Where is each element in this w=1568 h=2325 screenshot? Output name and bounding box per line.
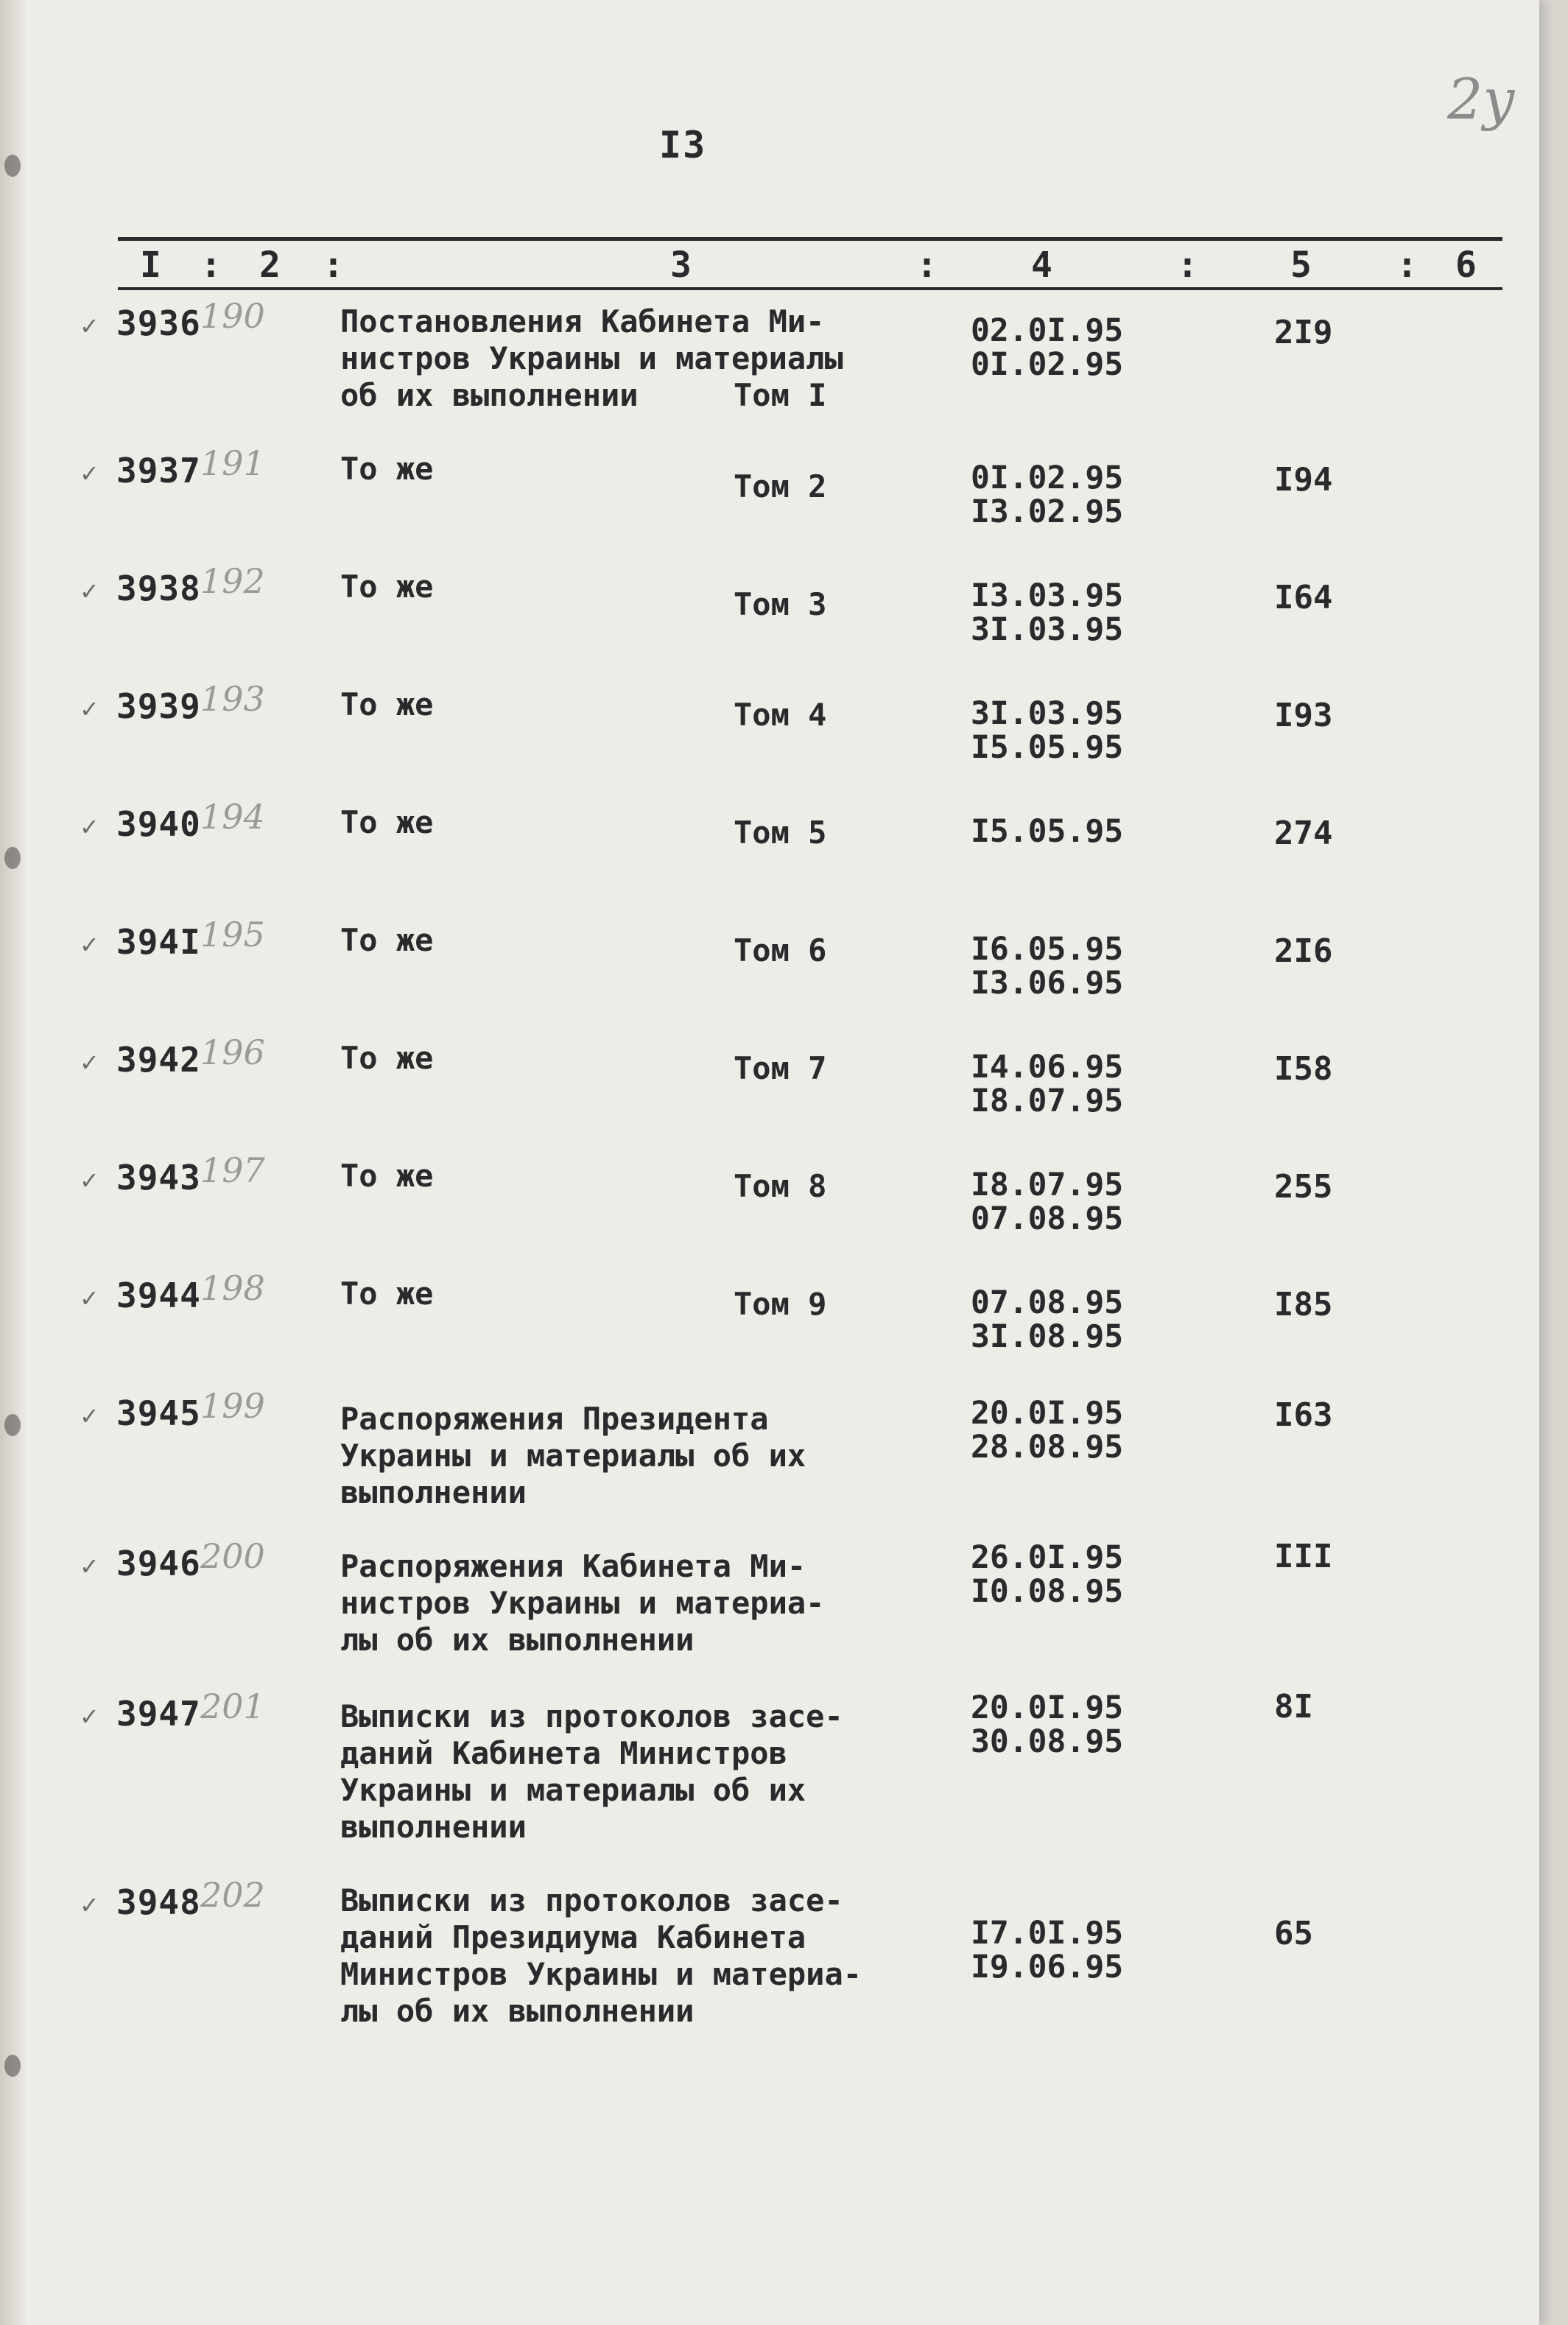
column-separator: :	[1177, 245, 1198, 286]
case-number: 3940	[116, 804, 201, 844]
check-mark-icon: ✓	[80, 1049, 99, 1077]
column-header-3: 3	[670, 245, 692, 286]
sheet-count: I85	[1274, 1286, 1333, 1323]
case-title: Выписки из протоколов засе- даний Кабинета Министров Украины и материалы об их выполнении	[340, 1698, 843, 1845]
case-title: То же	[340, 1276, 434, 1312]
table-row	[0, 1686, 1539, 1878]
pencil-number: 202	[200, 1875, 265, 1915]
volume-label: Том 5	[734, 815, 827, 851]
column-separator: :	[323, 245, 344, 286]
sheet-count: I64	[1274, 579, 1333, 616]
case-dates: 07.08.95 3I.08.95	[971, 1284, 1124, 1355]
case-number: 3945	[116, 1393, 201, 1433]
sheet-count: I93	[1274, 697, 1333, 734]
volume-label: Том 2	[734, 468, 827, 504]
column-header-5: 5	[1290, 245, 1312, 286]
sheet-count: 2I9	[1274, 314, 1333, 351]
table-row	[0, 679, 1539, 797]
pencil-number: 197	[200, 1150, 265, 1190]
case-title: То же	[340, 451, 434, 487]
sheet-count: I58	[1274, 1050, 1333, 1088]
sheet-count: I94	[1274, 461, 1333, 499]
case-title: То же	[340, 569, 434, 605]
case-dates: I7.0I.95 I9.06.95	[971, 1915, 1124, 1985]
volume-label: Том 6	[734, 932, 827, 968]
column-header-1: I	[140, 245, 161, 286]
pencil-number: 198	[200, 1268, 265, 1308]
column-separator: :	[1396, 245, 1418, 286]
case-title: Распоряжения Кабинета Ми- нистров Украины и материа- лы об их выполнении	[340, 1548, 825, 1658]
case-dates: I4.06.95 I8.07.95	[971, 1049, 1124, 1119]
case-dates: 20.0I.95 30.08.95	[971, 1689, 1124, 1760]
case-title: То же	[340, 922, 434, 958]
table-row	[0, 1033, 1539, 1150]
header-rule-bottom	[118, 287, 1502, 290]
check-mark-icon: ✓	[80, 1552, 99, 1580]
case-dates: 20.0I.95 28.08.95	[971, 1395, 1124, 1466]
case-dates: 3I.03.95 I5.05.95	[971, 695, 1124, 766]
header-rule-top	[118, 237, 1502, 241]
check-mark-icon: ✓	[80, 1891, 99, 1919]
sheet-count: 65	[1274, 1915, 1313, 1952]
case-title: Распоряжения Президента Украины и материалы об их выполнении	[340, 1401, 806, 1510]
pencil-number: 195	[200, 915, 265, 954]
column-header-4: 4	[1031, 245, 1052, 286]
sheet-count: 274	[1274, 815, 1333, 852]
table-row	[0, 1875, 1539, 2067]
table-row	[0, 443, 1539, 561]
sheet-count: III	[1274, 1538, 1333, 1575]
archive-sheet-mark: 2y	[1447, 66, 1515, 132]
page-number: I3	[659, 124, 707, 166]
table-row	[0, 1386, 1539, 1533]
volume-label: Том 9	[734, 1286, 827, 1322]
check-mark-icon: ✓	[80, 312, 99, 340]
case-number: 3942	[116, 1040, 201, 1080]
check-mark-icon: ✓	[80, 460, 99, 488]
pencil-number: 190	[200, 296, 265, 336]
check-mark-icon: ✓	[80, 813, 99, 841]
case-number: 3946	[116, 1544, 201, 1583]
case-title: То же	[340, 804, 434, 840]
case-number: 394I	[116, 922, 201, 962]
check-mark-icon: ✓	[80, 577, 99, 605]
check-mark-icon: ✓	[80, 1703, 99, 1731]
case-dates: I8.07.95 07.08.95	[971, 1167, 1124, 1237]
sheet-count: I63	[1274, 1396, 1333, 1434]
case-number: 3936	[116, 303, 201, 343]
case-dates: I5.05.95	[971, 813, 1124, 850]
table-row	[0, 797, 1539, 915]
table-row	[0, 296, 1539, 414]
pencil-number: 200	[200, 1536, 265, 1576]
case-title: Выписки из протоколов засе- даний Президиума Кабинета Министров Украины и материа- лы об их выполнении	[340, 1882, 862, 2029]
sheet-count: 255	[1274, 1168, 1333, 1206]
table-row	[0, 1150, 1539, 1268]
pencil-number: 201	[200, 1686, 265, 1726]
sheet-count: 2I6	[1274, 932, 1333, 970]
column-header-6: 6	[1455, 245, 1477, 286]
case-number: 3944	[116, 1276, 201, 1315]
check-mark-icon: ✓	[80, 1284, 99, 1312]
case-dates: 0I.02.95 I3.02.95	[971, 460, 1124, 530]
pencil-number: 194	[200, 797, 265, 837]
volume-label: Том 8	[734, 1168, 827, 1204]
table-row	[0, 1536, 1539, 1684]
volume-label: Том 7	[734, 1050, 827, 1086]
pencil-number: 192	[200, 561, 265, 601]
volume-label: Том I	[734, 377, 827, 413]
volume-label: Том 3	[734, 586, 827, 622]
sheet-count: 8I	[1274, 1688, 1313, 1726]
table-row	[0, 915, 1539, 1033]
table-row	[0, 1268, 1539, 1386]
column-separator: :	[916, 245, 938, 286]
case-number: 3947	[116, 1694, 201, 1734]
check-mark-icon: ✓	[80, 695, 99, 723]
case-dates: I6.05.95 I3.06.95	[971, 931, 1124, 1002]
case-number: 3948	[116, 1882, 201, 1922]
case-dates: 02.0I.95 0I.02.95	[971, 312, 1124, 383]
case-number: 3937	[116, 451, 201, 490]
check-mark-icon: ✓	[80, 931, 99, 959]
case-title: То же	[340, 1158, 434, 1194]
case-title: То же	[340, 686, 434, 722]
pencil-number: 191	[200, 443, 265, 483]
check-mark-icon: ✓	[80, 1167, 99, 1195]
case-title: То же	[340, 1040, 434, 1076]
case-title: Постановления Кабинета Ми- нистров Украины и материалы об их выполнении	[340, 303, 843, 413]
binding-hole	[4, 155, 21, 177]
column-separator: :	[200, 245, 222, 286]
case-number: 3939	[116, 686, 201, 726]
pencil-number: 199	[200, 1386, 265, 1426]
volume-label: Том 4	[734, 697, 827, 733]
column-header-2: 2	[259, 245, 281, 286]
case-number: 3943	[116, 1158, 201, 1197]
case-number: 3938	[116, 569, 201, 608]
check-mark-icon: ✓	[80, 1402, 99, 1430]
table-row	[0, 561, 1539, 679]
pencil-number: 196	[200, 1033, 265, 1072]
case-dates: I3.03.95 3I.03.95	[971, 577, 1124, 648]
case-dates: 26.0I.95 I0.08.95	[971, 1539, 1124, 1610]
pencil-number: 193	[200, 679, 265, 719]
